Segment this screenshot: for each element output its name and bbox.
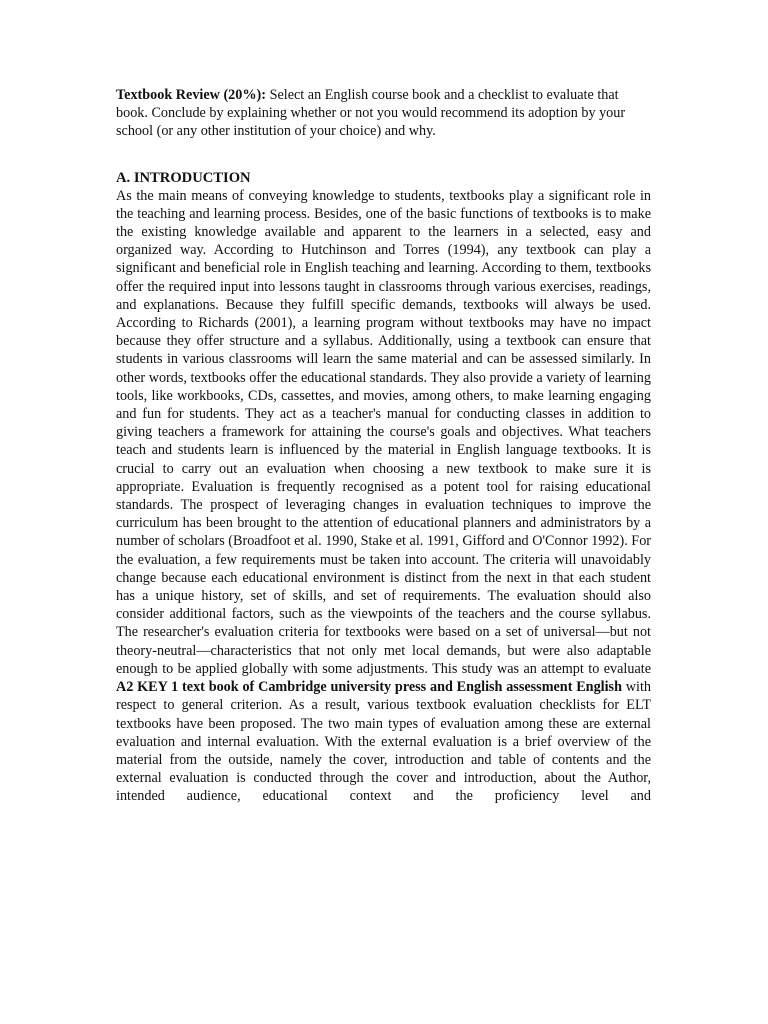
section-heading: A. INTRODUCTION [116, 169, 251, 186]
assignment-label: Textbook Review (20%): [116, 87, 267, 103]
paragraph-text-part2: with respect to general criterion. As a result, various textbook evaluation checklists for ELT textbooks have been proposed. The two main types of evaluation among these are external evaluation and internal evaluation. With the external evaluation is a brief overview of the material from the outside, namely the cover, introduction and table of contents and the external evaluation is conducted through the cover and introduction, about the Author, intended audience, educational context and the proficiency level and [116, 679, 651, 805]
textbook-title-bold: A2 KEY 1 text book of Cambridge university press and English assessment English [116, 679, 622, 696]
assignment-text: Select an English course book and a checklist to evaluate that book. Conclude by explaining whether or not you would recommend its adoption by your school (or any other institution of your choice) and why. [116, 87, 626, 140]
introduction-paragraph [116, 187, 651, 806]
document-page [116, 86, 651, 806]
assignment-prompt [116, 86, 651, 141]
paragraph-text-part1: As the main means of conveying knowledge to students, textbooks play a significant role in the teaching and learning process. Besides, one of the basic functions of textbooks is to make the existing knowledge available and apparent to the learners in a selected, easy and organized way. According to Hutchinson and Torres (1994), any textbook can play a significant and beneficial role in English teaching and learning. According to them, textbooks offer the required input into lessons taught in classrooms through various exercises, readings, and explanations. Because they fulfill specific demands, textbooks will always be used. According to Richards (2001), a learning program without textbooks may have no impact because they offer structure and a syllabus. Additionally, using a textbook can ensure that students in various classrooms will learn the same material and can be assessed similarly. In other words, textbooks offer the educational standards. They also provide a variety of learning tools, like workbooks, CDs, cassettes, and movies, among others, to make learning engaging and fun for students. They act as a teacher's manual for conducting classes in addition to giving teachers a framework for attaining the course's goals and objectives. What teachers teach and students learn is influenced by the material in English language textbooks. It is crucial to carry out an evaluation when choosing a new textbook to make sure it is appropriate. Evaluation is frequently recognised as a potent tool for raising educational standards. The prospect of leveraging changes in evaluation techniques to improve the curriculum has been brought to the attention of educational planners and administrators by a number of scholars (Broadfoot et al. 1990, Stake et al. 1991, Gifford and O'Connor 1992). For the evaluation, a few requirements must be taken into account. The criteria will unavoidably change because each educational environment is distinct from the next in that each student has a unique history, set of skills, and set of requirements. The evaluation should also consider additional factors, such as the viewpoints of the teachers and the course syllabus. The researcher's evaluation criteria for textbooks were based on a set of universal—but not theory-neutral—characteristics that not only met local demands, but were also adaptable enough to be applied globally with some adjustments. This study was an attempt to evaluate [116, 187, 652, 677]
